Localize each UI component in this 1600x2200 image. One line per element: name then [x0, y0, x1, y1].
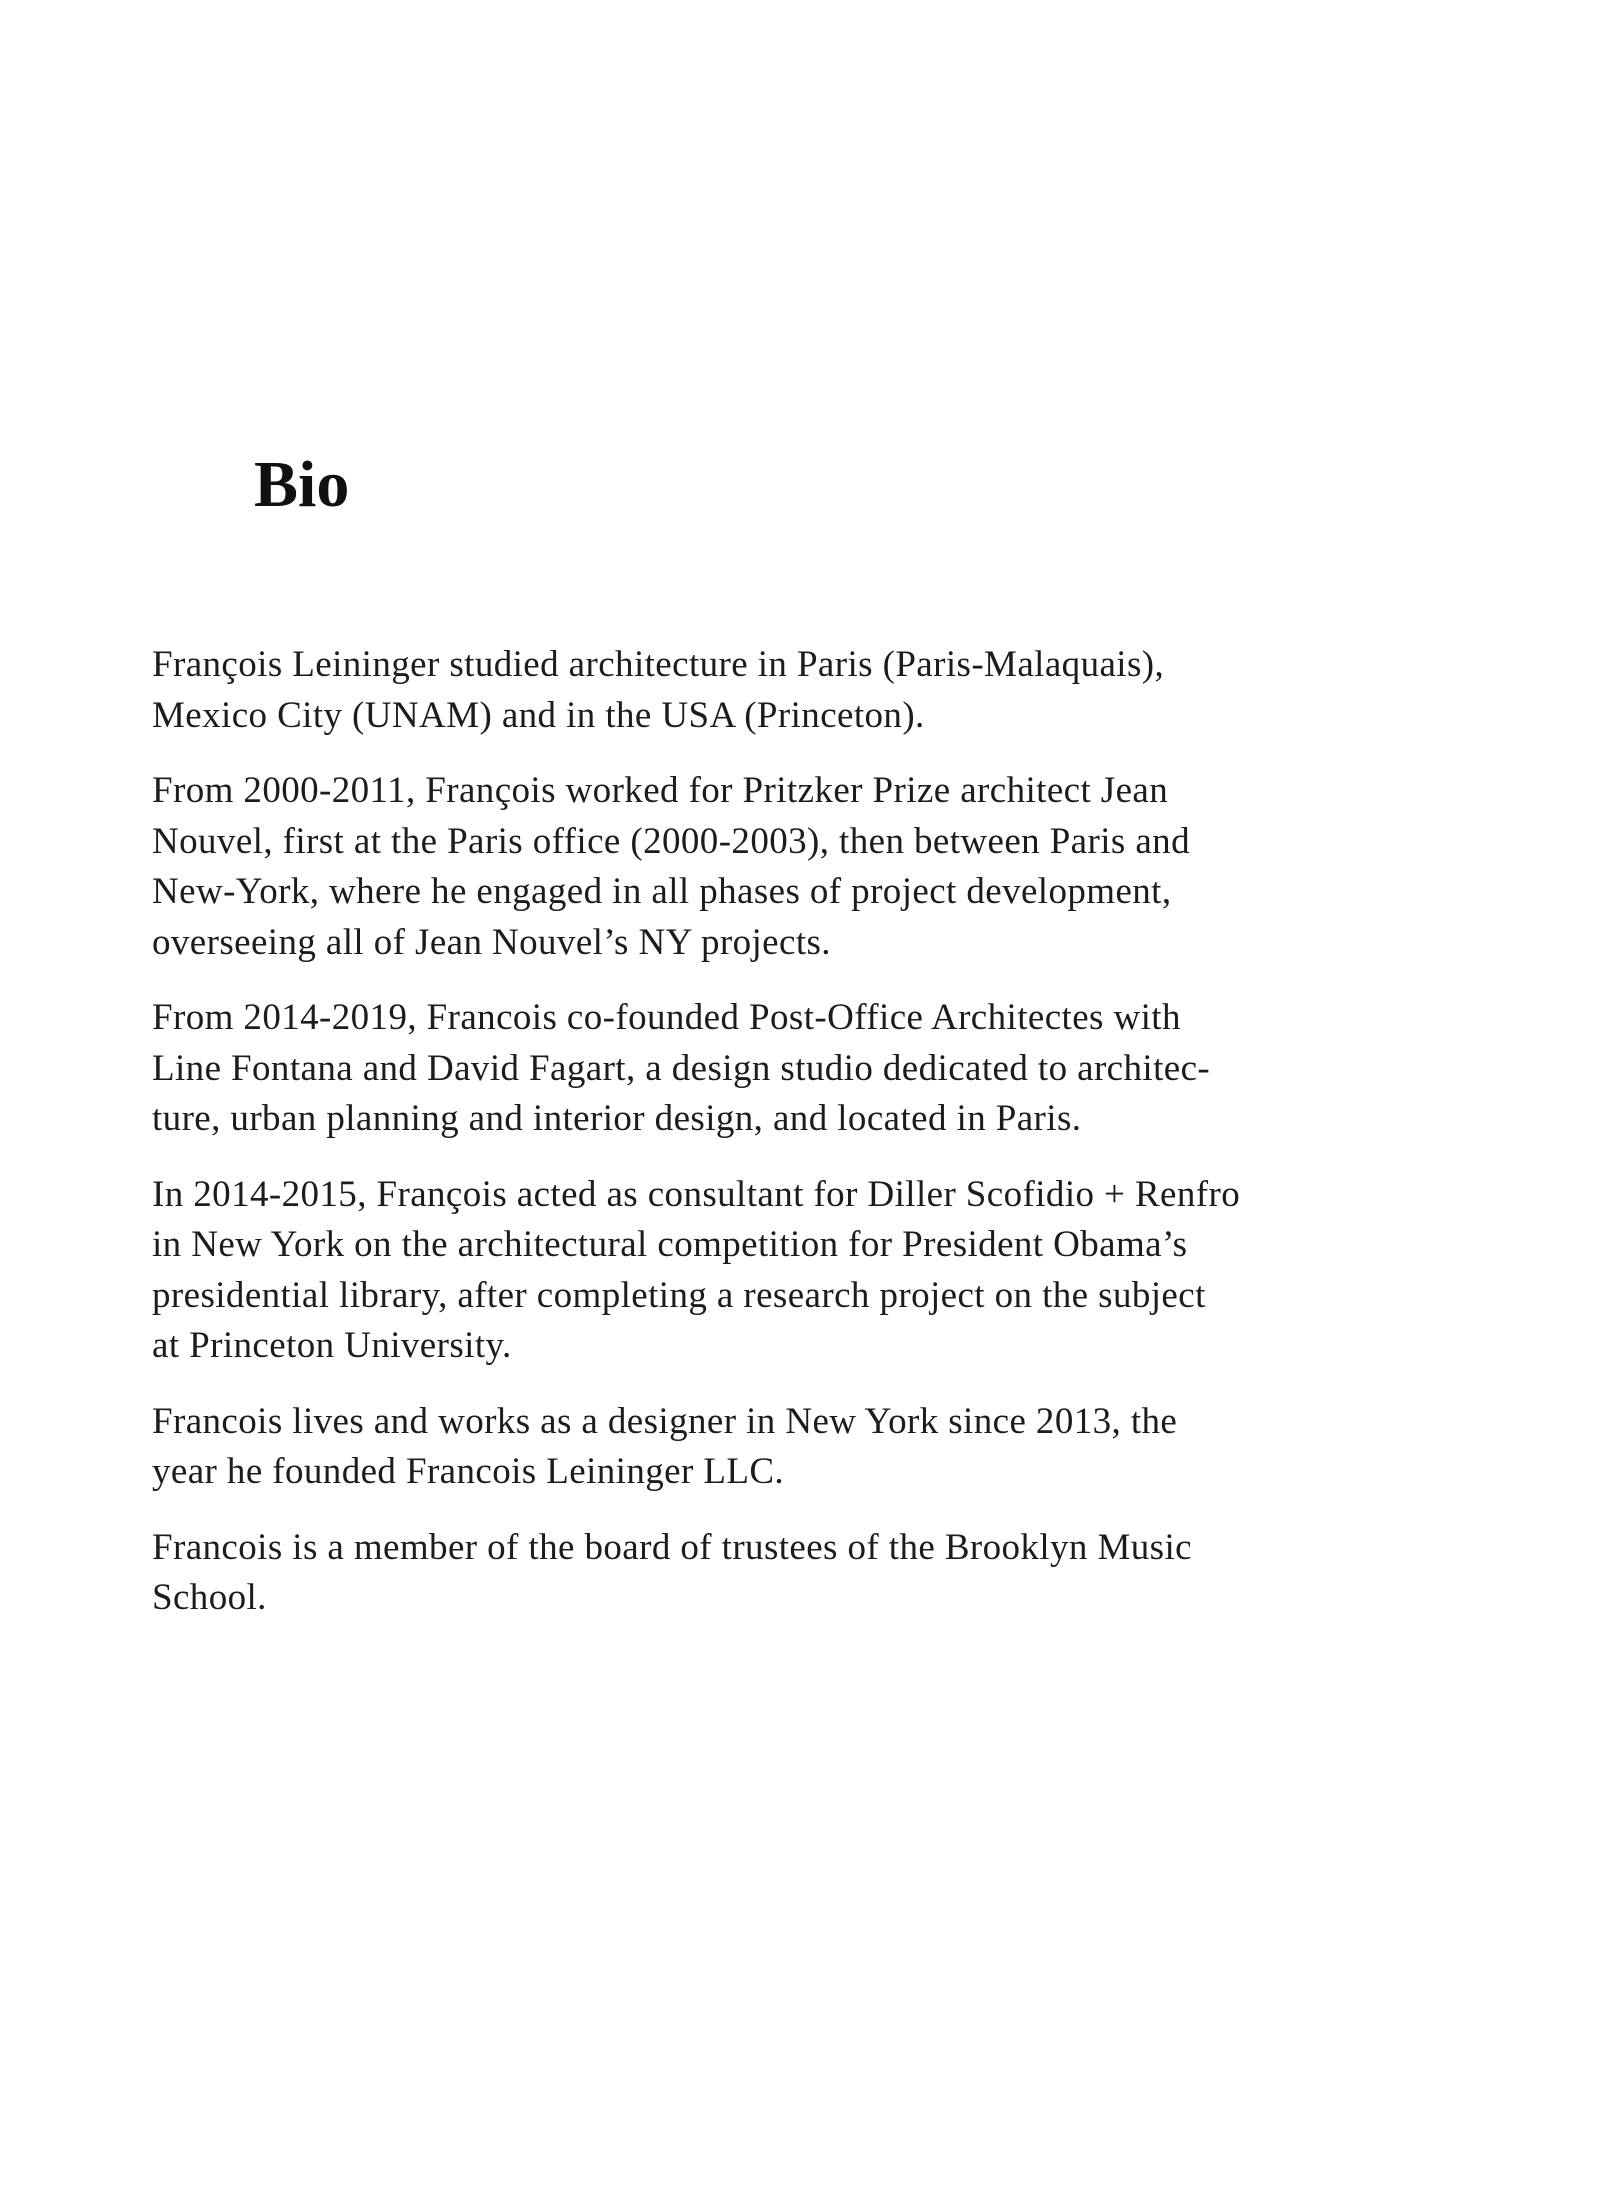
bio-line: Nouvel, first at the Paris office (2000-2003), then between Paris and	[152, 820, 1190, 862]
bio-paragraph	[152, 1170, 1462, 1372]
bio-body	[152, 640, 1462, 1649]
bio-line: From 2000-2011, François worked for Pritzker Prize architect Jean	[152, 770, 1169, 811]
bio-line: presidential library, after completing a research project on the subject	[152, 1274, 1206, 1316]
bio-paragraph	[152, 640, 1462, 741]
bio-line: New-York, where he engaged in all phases of project development,	[152, 871, 1172, 912]
bio-line: year he founded Francois Leininger LLC.	[152, 1451, 785, 1492]
bio-line: ture, urban planning and interior design, and located in Paris.	[152, 1098, 1082, 1139]
bio-line: Line Fontana and David Fagart, a design studio dedicated to architec-	[152, 1047, 1211, 1089]
bio-line: School.	[152, 1577, 267, 1618]
bio-line: Francois lives and works as a designer in New York since 2013, the	[152, 1400, 1178, 1442]
page-title: Bio	[254, 448, 350, 521]
bio-line: Mexico City (UNAM) and in the USA (Princeton).	[152, 694, 925, 736]
bio-line: François Leininger studied architecture in Paris (Paris-Malaquais),	[152, 644, 1165, 685]
bio-paragraph	[152, 1523, 1462, 1624]
bio-line: in New York on the architectural competition for President Obama’s	[152, 1224, 1188, 1265]
bio-paragraph	[152, 766, 1462, 968]
bio-line: In 2014-2015, François acted as consultant for Diller Scofidio + Renfro	[152, 1173, 1241, 1215]
bio-line: From 2014-2019, Francois co-founded Post-Office Architectes with	[152, 997, 1181, 1038]
bio-paragraph	[152, 1397, 1462, 1498]
bio-line: at Princeton University.	[152, 1325, 512, 1366]
bio-line: overseeing all of Jean Nouvel’s NY projects.	[152, 921, 831, 963]
bio-line: Francois is a member of the board of trustees of the Brooklyn Music	[152, 1526, 1192, 1568]
bio-paragraph	[152, 993, 1462, 1145]
